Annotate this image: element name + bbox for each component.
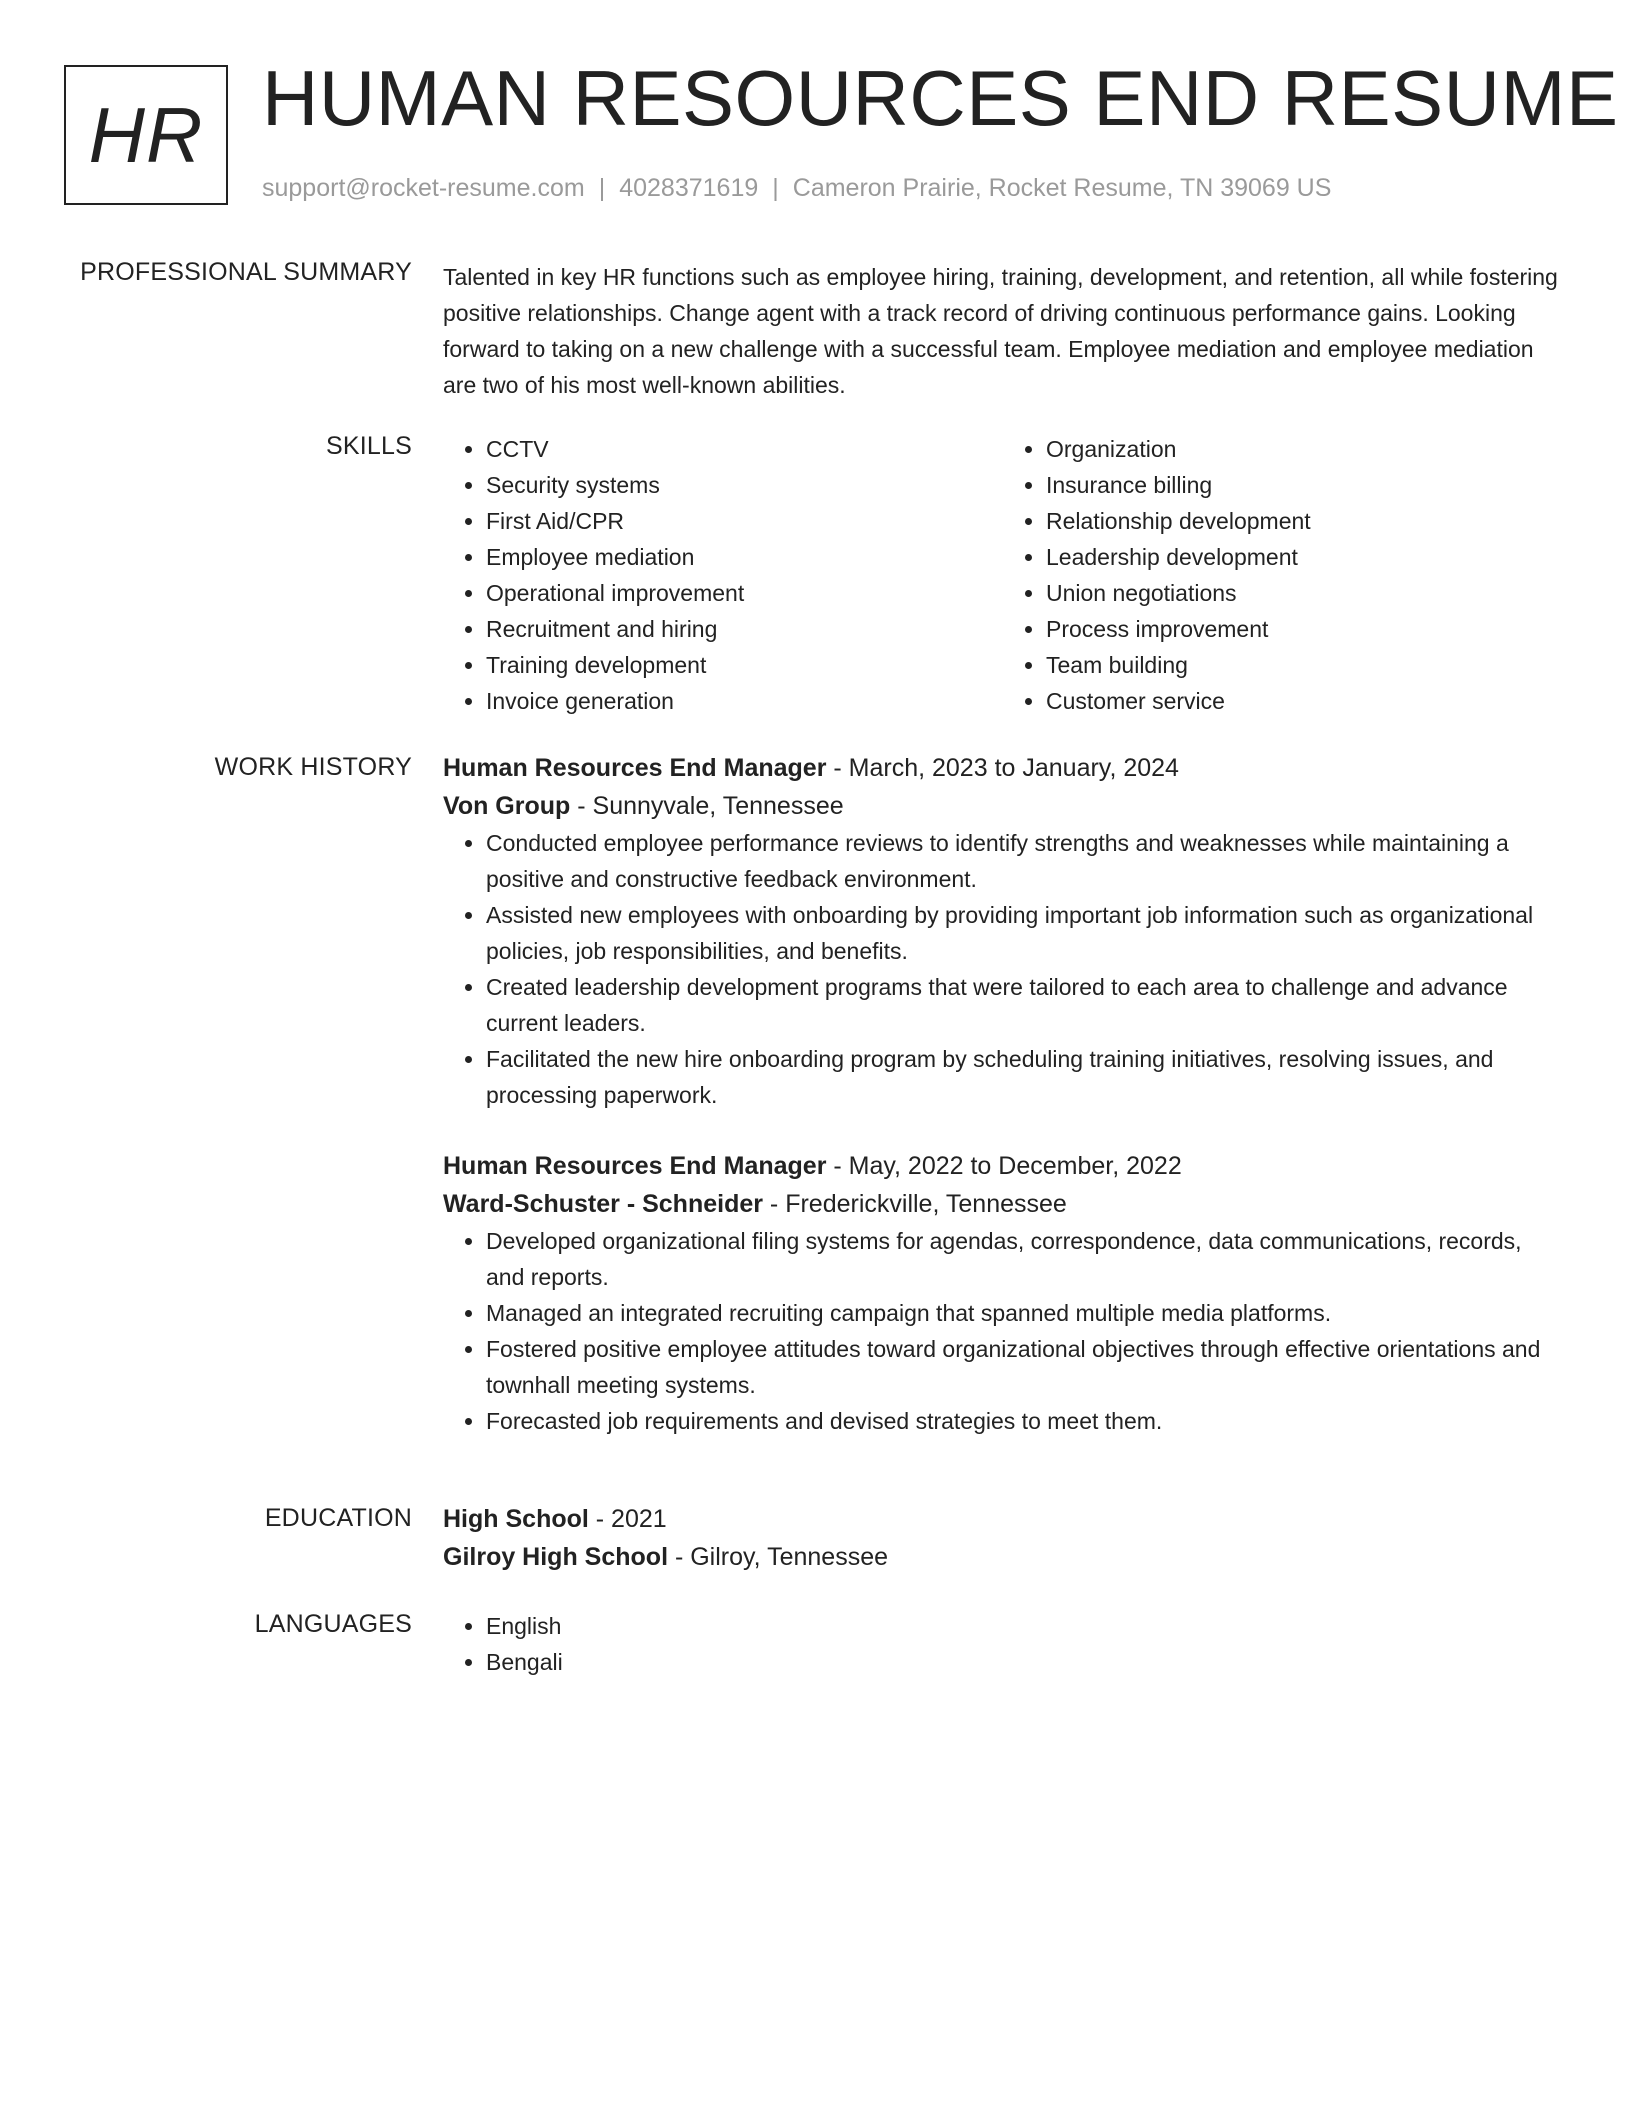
skill-item: • Insurance billing [1046, 467, 1563, 503]
job-bullet: • Managed an integrated recruiting campaign that spanned multiple media platforms. [486, 1295, 1563, 1331]
contact-line [262, 174, 1331, 203]
job-bullet: • Forecasted job requirements and devised strategies to meet them. [486, 1403, 1563, 1439]
education-label: EDUCATION [264, 1504, 412, 1532]
skills-body [443, 431, 1563, 719]
skill-item: • Relationship development [1046, 503, 1563, 539]
skill-item: • Team building [1046, 647, 1563, 683]
job-company: Ward-Schuster - Schneider [443, 1190, 763, 1218]
job-entry [443, 749, 1563, 1113]
skills-list-left [443, 431, 1003, 719]
job-title: Human Resources End Manager [443, 754, 827, 782]
contact-separator: | [598, 174, 606, 202]
skill-item: • CCTV [486, 431, 1003, 467]
job-entry [443, 1147, 1563, 1439]
job-bullet: • Assisted new employees with onboarding by providing important job information such as organizational policies, job responsibilities, and benefits. [486, 897, 1563, 969]
job-bullet: • Created leadership development programs that were tailored to each area to challenge and advance current leaders. [486, 969, 1563, 1041]
contact-email: support@rocket-resume.com [262, 174, 585, 202]
language-item: • Bengali [486, 1644, 1563, 1680]
degree-line [443, 1500, 1563, 1538]
job-company-line [443, 787, 1563, 825]
skill-item: • Recruitment and hiring [486, 611, 1003, 647]
job-title: Human Resources End Manager [443, 1152, 827, 1180]
skill-item: • Leadership development [1046, 539, 1563, 575]
contact-phone: 4028371619 [619, 174, 759, 202]
job-location: - Sunnyvale, Tennessee [570, 792, 844, 820]
job-dates: - May, 2022 to December, 2022 [826, 1152, 1182, 1180]
languages-list [443, 1608, 1563, 1680]
graduation-year: - 2021 [588, 1505, 667, 1533]
monogram-text: HR [88, 90, 204, 179]
summary-label: PROFESSIONAL SUMMARY [80, 258, 412, 286]
languages-label: LANGUAGES [254, 1610, 412, 1638]
skill-item: • Training development [486, 647, 1003, 683]
monogram-box [64, 65, 228, 205]
job-title-line [443, 749, 1563, 787]
skill-item: • Operational improvement [486, 575, 1003, 611]
skill-item: • Customer service [1046, 683, 1563, 719]
school-line [443, 1538, 1563, 1576]
job-bullets [443, 825, 1563, 1113]
skills-list-right [1003, 431, 1563, 719]
summary-text: Talented in key HR functions such as employee hiring, training, development, and retention, all while fostering positive relationships. Change agent with a track record of driving continuous performance gains. Looking forward to taking on a new challenge with a successful team. Employee mediation and employee mediation are two of his most well-known abilities. [443, 264, 1558, 398]
job-company-line [443, 1185, 1563, 1223]
skill-item: • Organization [1046, 431, 1563, 467]
job-bullet: • Developed organizational filing systems for agendas, correspondence, data communications, records, and reports. [486, 1223, 1563, 1295]
skill-item: • Process improvement [1046, 611, 1563, 647]
resume-title: HUMAN RESOURCES END RESUME [262, 54, 1619, 142]
school-location: - Gilroy, Tennessee [668, 1543, 889, 1571]
education-body [443, 1500, 1563, 1576]
job-company: Von Group [443, 792, 571, 820]
skill-item: • First Aid/CPR [486, 503, 1003, 539]
skill-item: • Invoice generation [486, 683, 1003, 719]
job-location: - Frederickville, Tennessee [762, 1190, 1067, 1218]
skills-label: SKILLS [326, 432, 412, 460]
skill-item: • Union negotiations [1046, 575, 1563, 611]
work-history-label: WORK HISTORY [214, 753, 412, 781]
languages-body [443, 1608, 1563, 1680]
school-name: Gilroy High School [443, 1543, 669, 1571]
skill-item: • Employee mediation [486, 539, 1003, 575]
summary-body [443, 259, 1563, 403]
degree: High School [443, 1505, 589, 1533]
job-bullets [443, 1223, 1563, 1439]
work-history-body [443, 749, 1563, 1439]
job-dates: - March, 2023 to January, 2024 [826, 754, 1179, 782]
contact-address: Cameron Prairie, Rocket Resume, TN 39069 US [792, 174, 1332, 202]
job-bullet: • Conducted employee performance reviews to identify strengths and weaknesses while maintaining a positive and constructive feedback environment. [486, 825, 1563, 897]
job-bullet: • Facilitated the new hire onboarding program by scheduling training initiatives, resolving issues, and processing paperwork. [486, 1041, 1563, 1113]
job-bullet: • Fostered positive employee attitudes toward organizational objectives through effective orientations and townhall meeting systems. [486, 1331, 1563, 1403]
job-title-line [443, 1147, 1563, 1185]
contact-separator: | [772, 174, 779, 202]
language-item: • English [486, 1608, 1563, 1644]
skill-item: • Security systems [486, 467, 1003, 503]
